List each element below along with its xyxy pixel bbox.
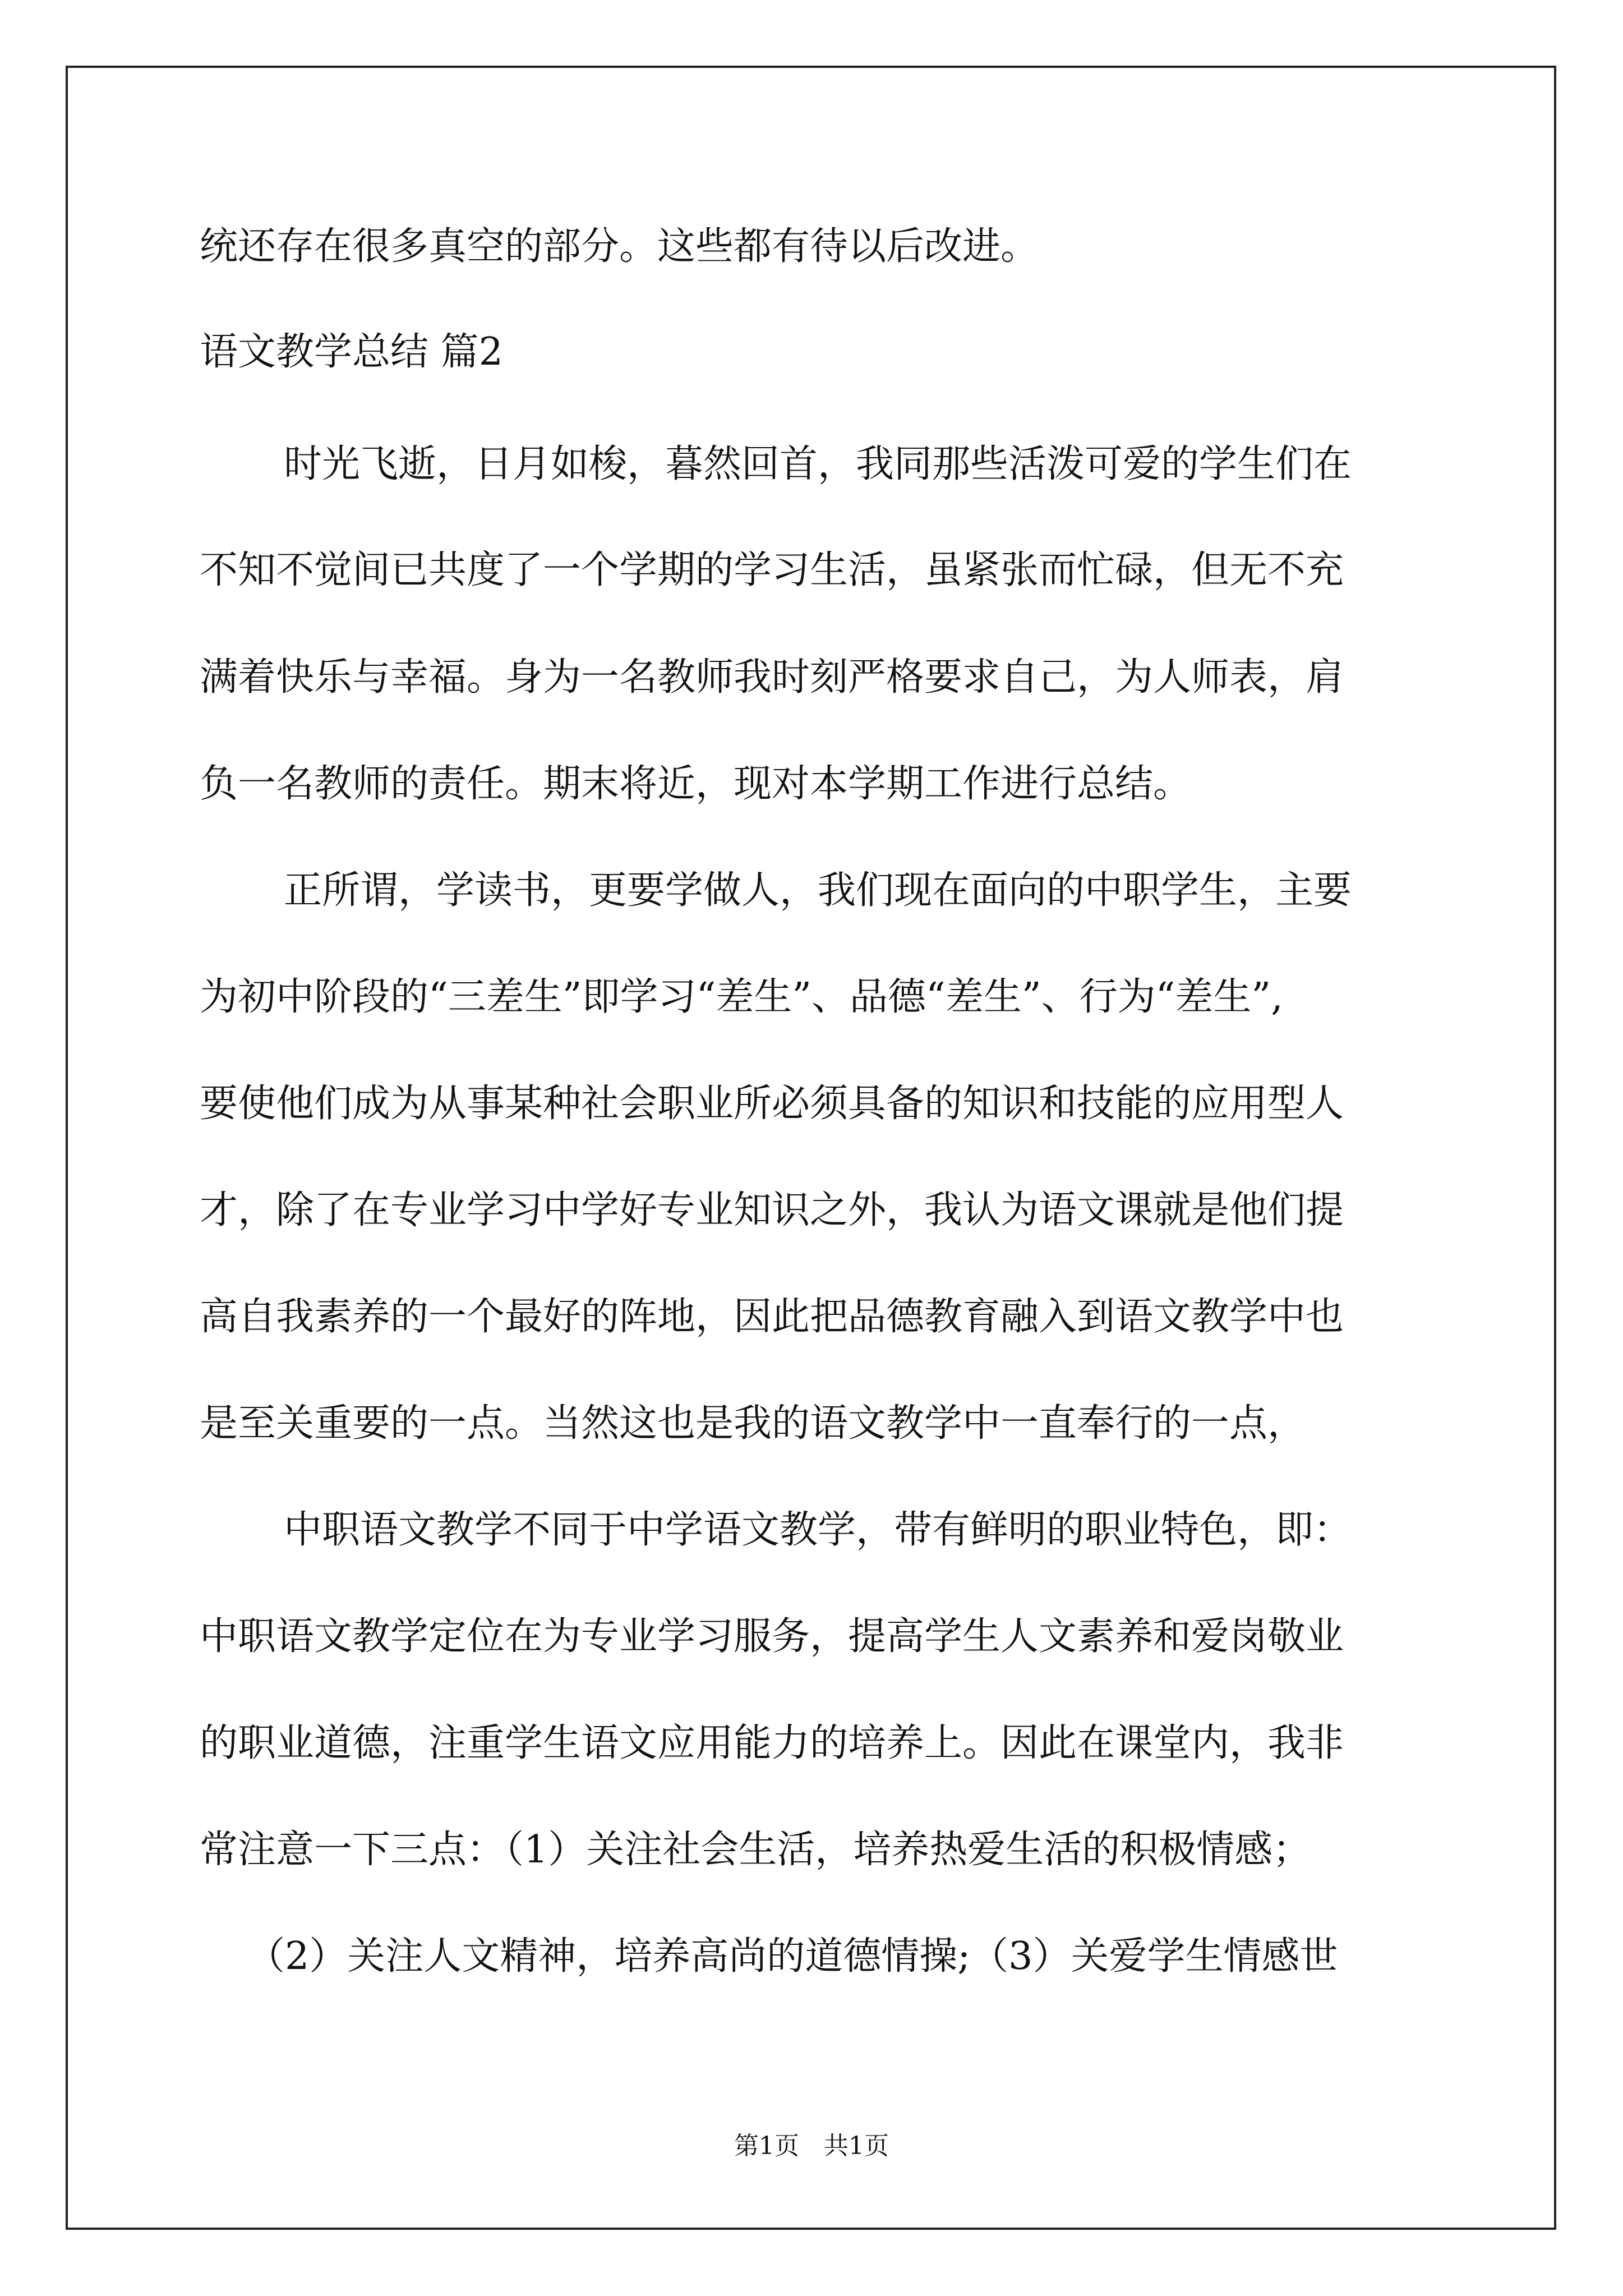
text-line-7: 正所谓，学读书，更要学做人，我们现在面向的中职学生，主要 bbox=[284, 868, 1352, 913]
text-line-3: 时光飞逝，日月如梭，暮然回首，我同那些活泼可爱的学生们在 bbox=[284, 442, 1352, 486]
text-line-5: 满着快乐与幸福。身为一名教师我时刻严格要求自己，为人师表，肩 bbox=[200, 655, 1344, 700]
text-line-8: 为初中阶段的“三差生”即学习“差生”、品德“差生”、行为“差生”, bbox=[200, 975, 1283, 1019]
text-line-9: 要使他们成为从事某种社会职业所必须具备的知识和技能的应用型人 bbox=[200, 1082, 1344, 1126]
text-line-16: 常注意一下三点：（1）关注社会生活，培养热爱生活的积极情感； bbox=[200, 1828, 1311, 1872]
text-line-13: 中职语文教学不同于中学语文教学，带有鲜明的职业特色，即： bbox=[284, 1508, 1352, 1552]
section-heading: 语文教学总结 篇2 bbox=[200, 330, 503, 374]
text-line-12: 是至关重要的一点。当然这也是我的语文教学中一直奉行的一点， bbox=[200, 1401, 1306, 1446]
page-frame bbox=[66, 66, 1556, 2230]
text-line-6: 负一名教师的责任。期末将近，现对本学期工作进行总结。 bbox=[200, 762, 1192, 806]
text-line-10: 才，除了在专业学习中学好专业知识之外，我认为语文课就是他们提 bbox=[200, 1188, 1344, 1232]
page-footer: 第1页 共1页 bbox=[734, 2132, 889, 2160]
text-line-17: （2）关注人文精神，培养高尚的道德情操;（3）关爱学生情感世 bbox=[247, 1934, 1338, 1978]
text-line-14: 中职语文教学定位在为专业学习服务，提高学生人文素养和爱岗敬业 bbox=[200, 1614, 1344, 1659]
text-line-4: 不知不觉间已共度了一个学期的学习生活，虽紧张而忙碌，但无不充 bbox=[200, 548, 1344, 592]
text-line-15: 的职业道德，注重学生语文应用能力的培养上。因此在课堂内，我非 bbox=[200, 1721, 1344, 1765]
text-line-1: 统还存在很多真空的部分。这些都有待以后改进。 bbox=[200, 224, 1039, 269]
text-line-11: 高自我素养的一个最好的阵地，因此把品德教育融入到语文教学中也 bbox=[200, 1295, 1344, 1339]
